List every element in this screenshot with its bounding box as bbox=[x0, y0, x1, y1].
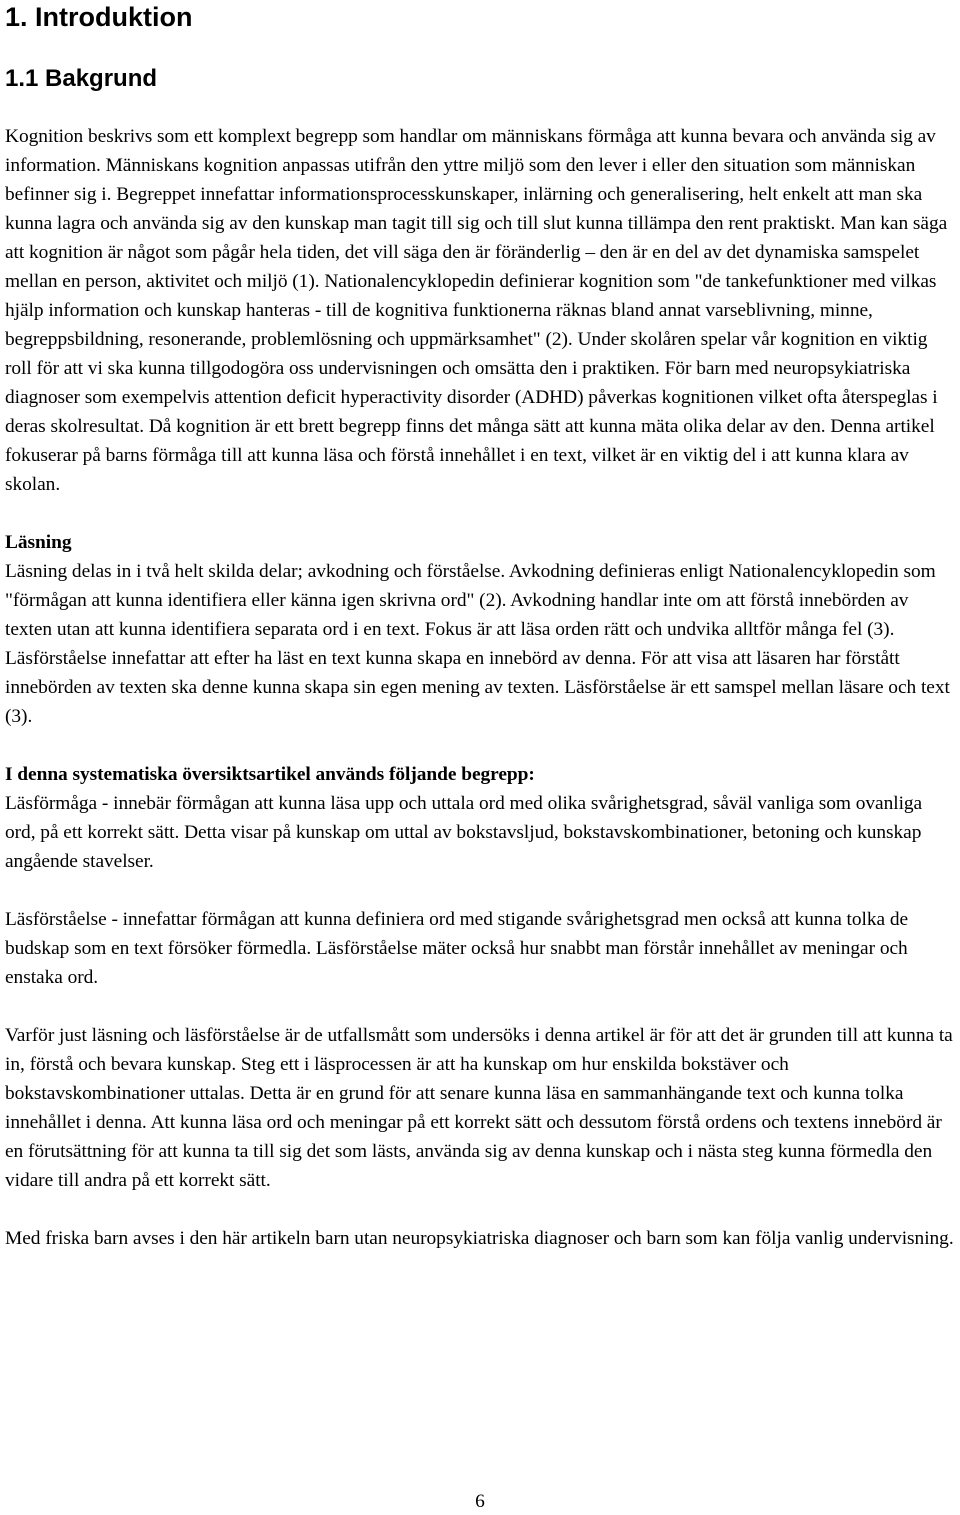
healthy-section bbox=[5, 1224, 955, 1253]
why-paragraph: Varför just läsning och läsförståelse är de utfallsmått som undersöks i denna artikel är för att det är grunden till att kunna ta in, förstå och bevara kunskap. Steg ett i läsprocessen är att ha kunskap om hur enskilda bokstäver och bokstavskombinationer uttalas. Detta är en grund för att senare kunna läsa en sammanhängande text och kunna tolka innehållet i denna. Att kunna läsa ord och meningar på ett korrekt sätt och dessutom förstå ordens och textens innebörd är en förutsättning för att kunna ta till sig det som lästs, använda sig av denna kunskap och i nästa steg kunna förmedla den vidare till andra på ett korrekt sätt. bbox=[5, 1025, 953, 1191]
concepts-section bbox=[5, 760, 955, 876]
page-number: 6 bbox=[475, 1491, 485, 1512]
concepts-title: I denna systematiska översiktsartikel används följande begrepp: bbox=[5, 764, 535, 785]
why-section bbox=[5, 1021, 955, 1195]
concept-lasforstaelse: Läsförståelse - innefattar förmågan att kunna definiera ord med stigande svårighetsgrad men också att kunna tolka de budskap som en text försöker förmedla. Läsförståelse mäter också hur snabbt man förstår innehållet av meningar och enstaka ord. bbox=[5, 909, 909, 988]
healthy-children-paragraph: Med friska barn avses i den här artikeln barn utan neuropsykiatriska diagnoser och barn som kan följa vanlig undervisning. bbox=[5, 1228, 954, 1249]
document-page bbox=[5, 0, 955, 1253]
section-heading: 1.1 Bakgrund bbox=[5, 65, 158, 92]
background-paragraph: Kognition beskrivs som ett komplext begrepp som handlar om människans förmåga att kunna bevara och använda sig av information. Människans kognition anpassas utifrån den yttre miljö som den lever i eller den situation som människan befinner sig i. Begreppet innefattar informationsprocesskunskaper, inlärning och generalisering, helt enkelt att man ska kunna lagra och använda sig av den kunskap man tagit till sig och till slut kunna tillämpa den rent praktiskt. Man kan säga att kognition är något som pågår hela tiden, det vill säga den är föränderlig – den är en del av det dynamiska samspelet mellan en person, aktivitet och miljö (1). Nationalencyklopedin definierar kognition som "de tankefunktioner med vilkas hjälp information och kunskap hanteras - till de kognitiva funktionerna räknas bland annat varseblivning, minne, begreppsbildning, resonerande, problemlösning och uppmärksamhet" (2). Under skolåren spelar vår kognition en viktig roll för att vi ska kunna tillgodogöra oss undervisningen och omsätta den i praktiken. För barn med neuropsykiatriska diagnoser som exempelvis attention deficit hyperactivity disorder (ADHD) påverkas kognitionen vilket ofta återspeglas i deras skolresultat. Då kognition är ett brett begrepp finns det många sätt att kunna mäta olika delar av den. Denna artikel fokuserar på barns förmåga till att kunna läsa och förstå innehållet i en text, vilket är en viktig del i att kunna klara av skolan. bbox=[5, 126, 948, 495]
concept-lasformaga: Läsförmåga - innebär förmågan att kunna läsa upp och uttala ord med olika svårighetsgrad, såväl vanliga som ovanliga ord, på ett korrekt sätt. Detta visar på kunskap om uttal av bokstavsljud, bokstavskombinationer, betoning och kunskap angående stavelser. bbox=[5, 793, 923, 872]
concept-lasforstaelse-section bbox=[5, 905, 955, 992]
chapter-heading: 1. Introduktion bbox=[5, 2, 193, 32]
lasning-section bbox=[5, 528, 955, 731]
lasning-paragraph: Läsning delas in i två helt skilda delar; avkodning och förståelse. Avkodning definieras enligt Nationalencyklopedin som "förmågan att kunna identifiera eller känna igen skrivna ord" (2). Avkodning handlar inte om att förstå innebörden av texten utan att kunna identifiera separata ord i en text. Fokus är att läsa orden rätt och undvika alltför många fel (3). Läsförståelse innefattar att efter ha läst en text kunna skapa en innebörd av denna. För att visa att läsaren har förstått innebörden av texten ska denne kunna skapa sin egen mening av texten. Läsförståelse är ett samspel mellan läsare och text (3). bbox=[5, 561, 950, 727]
lasning-title: Läsning bbox=[5, 532, 72, 553]
